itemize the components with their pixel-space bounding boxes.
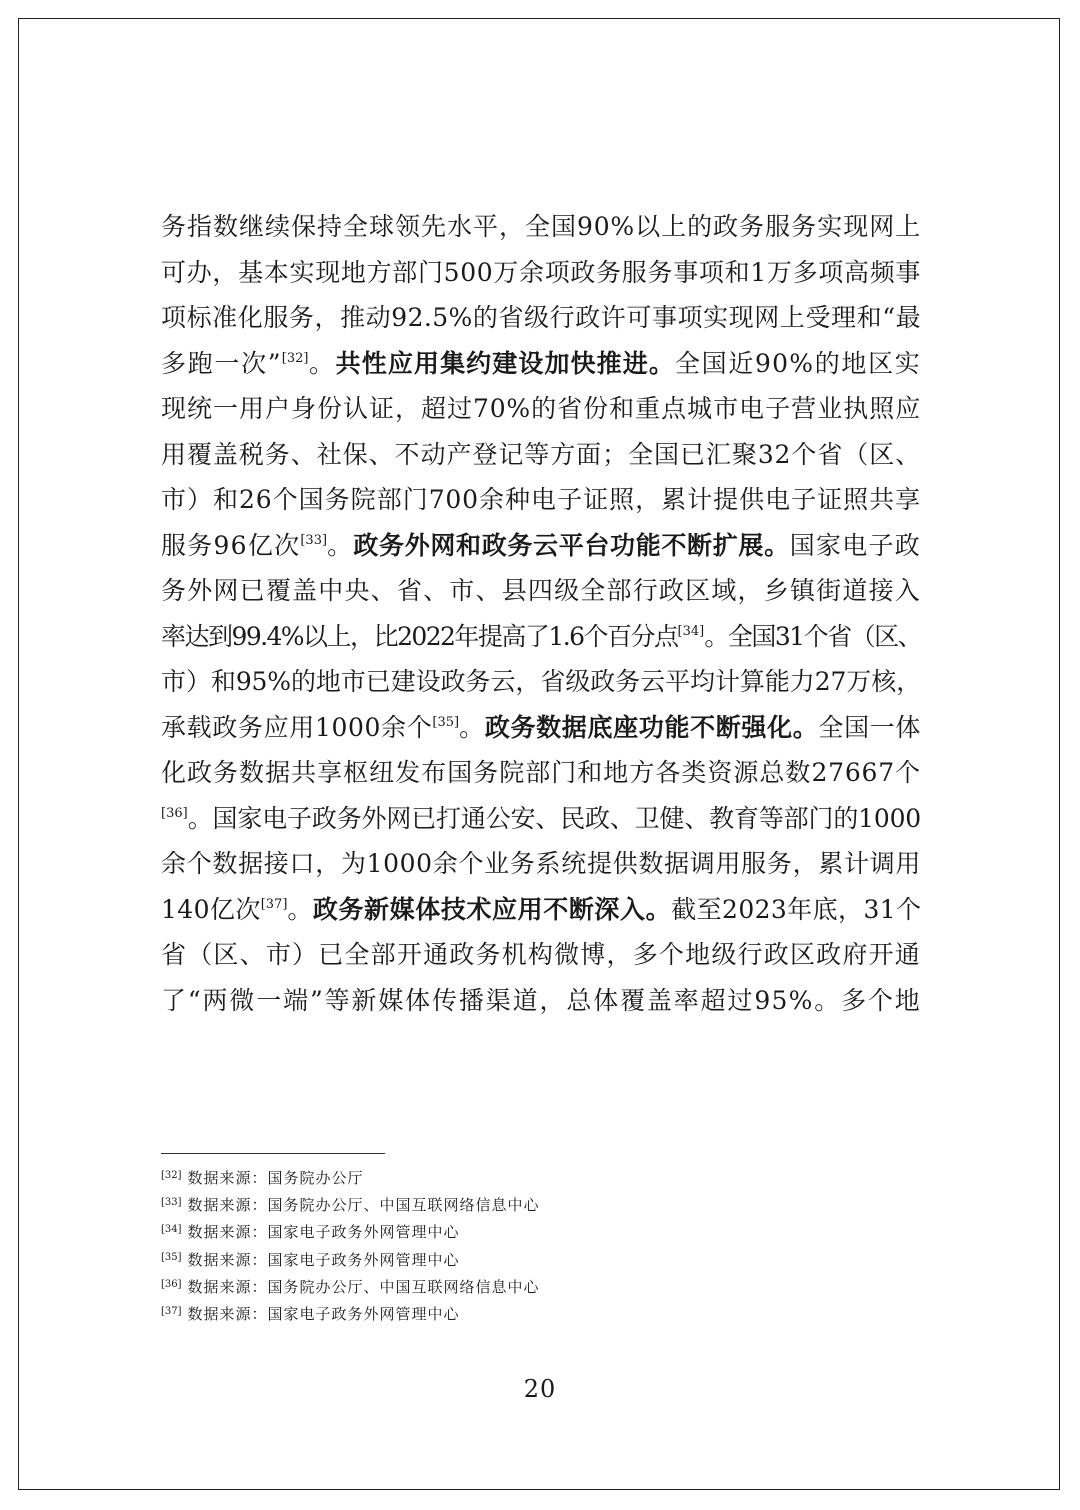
- text-run: 承载政务应用1000余个: [161, 712, 433, 742]
- text-run: 全国一体: [818, 712, 922, 742]
- text-run: 了“两微一端”等新媒体传播渠道，总体覆盖率超过95%。多个地: [161, 985, 921, 1015]
- footnote-number: [33]: [161, 1197, 182, 1209]
- text-run: 化政务数据共享枢纽发布国务院部门和地方各类资源总数27667个: [161, 758, 921, 787]
- text-run: 率达到99.4%以上，比2022年提高了1.6个百分点: [161, 621, 678, 651]
- section-heading-inline: 政务新媒体技术应用不断深入。: [312, 894, 672, 924]
- paragraph-line: [161, 796, 921, 842]
- text-run: 。全国31个省（区、: [704, 621, 921, 651]
- text-run: 。: [459, 712, 485, 742]
- footnote-text: 数据来源：国务院办公厅、中国互联网络信息中心: [187, 1277, 540, 1296]
- footnote-item: [161, 1274, 761, 1301]
- footnote-number: [34]: [161, 1224, 182, 1236]
- footnote-number: [32]: [161, 1170, 182, 1181]
- footnote-text: 数据来源：国务院办公厅: [187, 1169, 364, 1187]
- text-run: 国家电子政: [789, 530, 922, 560]
- text-run: 。: [327, 530, 354, 560]
- section-heading-inline: 政务外网和政务云平台功能不断扩展。: [353, 530, 790, 560]
- footnote-item: [161, 1165, 761, 1192]
- paragraph-line: [161, 432, 921, 478]
- paragraph-line: [161, 932, 921, 978]
- footnote-reference: [36]: [161, 805, 188, 821]
- text-run: 余个数据接口，为1000余个业务系统提供数据调用服务，累计调用: [161, 849, 921, 878]
- footnote-reference: [35]: [432, 714, 460, 730]
- footnote-item: [161, 1301, 761, 1328]
- paragraph-line: [161, 204, 921, 250]
- section-heading-inline: 共性应用集约建设加快推进。: [335, 348, 675, 378]
- text-run: 市）和95%的地市已建设政务云，省级政务云平均计算能力27万核，: [161, 667, 921, 696]
- footnote-item: [161, 1219, 761, 1246]
- paragraph-line: [161, 614, 921, 660]
- footnote-number: [36]: [161, 1278, 182, 1290]
- footnote-number: [37]: [161, 1306, 182, 1318]
- paragraph-line: [161, 477, 921, 523]
- footnote-reference: [37]: [260, 896, 288, 912]
- body-paragraph: [161, 204, 921, 1023]
- text-run: 截至2023年底，31个: [671, 894, 922, 924]
- text-run: 可办，基本实现地方部门500万余项政务服务事项和1万多项高频事: [161, 257, 921, 287]
- paragraph-line: [161, 341, 921, 387]
- footnote-text: 数据来源：国家电子政务外网管理中心: [187, 1305, 460, 1324]
- text-run: 服务96亿次: [161, 530, 301, 560]
- footnotes-list: [161, 1165, 761, 1328]
- text-run: 用覆盖税务、社保、不动产登记等方面；全国已汇聚32个省（区、: [161, 439, 921, 469]
- page-number: 20: [523, 1375, 557, 1403]
- text-run: 现统一用户身份认证，超过70%的省份和重点城市电子营业执照应: [161, 394, 921, 423]
- text-run: 务外网已覆盖中央、省、市、县四级全部行政区域，乡镇街道接入: [161, 576, 921, 605]
- text-run: 。: [308, 348, 336, 378]
- paragraph-line: [161, 978, 921, 1024]
- paragraph-line: [161, 523, 921, 569]
- paragraph-line: [161, 568, 921, 614]
- paragraph-line: [161, 659, 921, 705]
- text-run: 省（区、市）已全部开通政务机构微博，多个地级行政区政府开通: [161, 940, 921, 969]
- footnote-reference: [33]: [300, 532, 328, 548]
- text-run: 140亿次: [161, 894, 261, 924]
- paragraph-line: [161, 887, 921, 933]
- footnote-text: 数据来源：国家电子政务外网管理中心: [187, 1250, 460, 1269]
- footnote-item: [161, 1192, 761, 1219]
- footnote-reference: [32]: [281, 350, 309, 366]
- text-run: 。国家电子政务外网已打通公安、民政、卫健、教育等部门的1000: [187, 803, 921, 833]
- footnote-reference: [34]: [677, 623, 705, 639]
- paragraph-line: [161, 750, 921, 796]
- paragraph-line: [161, 841, 921, 887]
- text-run: 市）和26个国务院部门700余种电子证照，累计提供电子证照共享: [161, 485, 921, 514]
- footnote-text: 数据来源：国务院办公厅、中国互联网络信息中心: [187, 1196, 540, 1215]
- footnote-number: [35]: [161, 1251, 182, 1263]
- footnote-item: [161, 1247, 761, 1274]
- paragraph-line: [161, 386, 921, 432]
- text-run: 务指数继续保持全球领先水平，全国90%以上的政务服务实现网上: [161, 212, 921, 241]
- footnote-separator: [161, 1153, 385, 1154]
- paragraph-line: [161, 250, 921, 296]
- text-run: 多跑一次”: [161, 348, 282, 378]
- section-heading-inline: 政务数据底座功能不断强化。: [484, 712, 819, 742]
- text-run: 全国近90%的地区实: [674, 348, 922, 378]
- text-run: 项标准化服务，推动92.5%的省级行政许可事项实现网上受理和“最: [161, 303, 921, 332]
- paragraph-line: [161, 705, 921, 751]
- paragraph-line: [161, 295, 921, 341]
- footnote-text: 数据来源：国家电子政务外网管理中心: [187, 1223, 460, 1242]
- text-run: 。: [287, 894, 313, 924]
